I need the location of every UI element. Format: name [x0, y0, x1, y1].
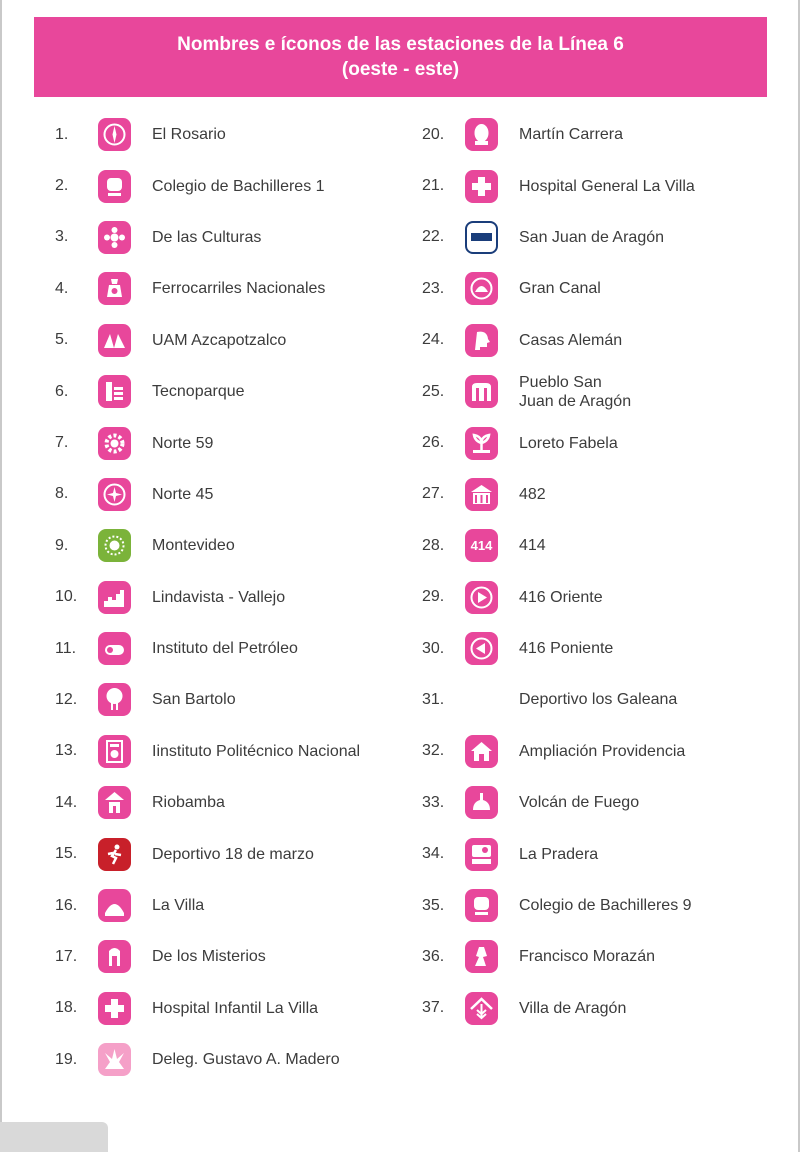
station-row — [419, 726, 789, 777]
station-number: 35. — [422, 896, 445, 914]
station-row — [419, 777, 789, 828]
station-name-line1: Deleg. Gustavo A. Madero — [152, 1051, 340, 1069]
station-number: 26. — [422, 434, 445, 452]
station-number: 27. — [422, 485, 445, 503]
oil-drop-icon — [98, 632, 131, 665]
plant-hand-icon — [465, 427, 498, 460]
station-name — [519, 331, 622, 350]
station-name-line1: De los Misterios — [152, 948, 266, 966]
station-name-line1: Colegio de Bachilleres 1 — [152, 177, 325, 195]
station-name — [152, 639, 298, 658]
station-row — [419, 212, 789, 263]
tecnoparque-icon — [98, 375, 131, 408]
station-row — [419, 263, 789, 314]
station-row — [52, 263, 422, 314]
station-name — [519, 793, 639, 812]
station-name-line1: Deportivo 18 de marzo — [152, 845, 314, 863]
station-name — [519, 896, 692, 915]
frame-left-border — [0, 0, 2, 1152]
station-number: 25. — [422, 382, 445, 400]
station-row — [419, 315, 789, 366]
station-name — [152, 125, 226, 144]
station-name-line1: Martín Carrera — [519, 126, 624, 144]
sun-icon — [98, 529, 131, 562]
station-name — [519, 690, 677, 709]
station-name — [519, 588, 603, 607]
bachilleres-icon — [465, 889, 498, 922]
station-name-line1: Norte 45 — [152, 485, 214, 503]
station-row — [52, 674, 422, 725]
statue-icon — [465, 940, 498, 973]
station-row — [52, 109, 422, 160]
station-row — [52, 777, 422, 828]
station-row — [419, 623, 789, 674]
station-name — [519, 742, 685, 761]
station-number: 12. — [55, 690, 78, 708]
station-row — [52, 366, 422, 417]
metro-card-icon — [465, 221, 498, 254]
station-name-line1: 414 — [519, 537, 546, 555]
icon-label: 414 — [470, 538, 493, 554]
station-name-line1: UAM Azcapotzalco — [152, 331, 287, 349]
station-name — [152, 588, 285, 607]
station-name-line1: Norte 59 — [152, 434, 214, 452]
station-name-line1: 482 — [519, 485, 546, 503]
portrait-icon — [465, 118, 498, 151]
station-name-line1: 416 Poniente — [519, 640, 614, 658]
station-name-line1: Montevideo — [152, 537, 235, 555]
station-name-line1: Ferrocarriles Nacionales — [152, 280, 326, 298]
station-number: 10. — [55, 588, 78, 606]
station-name — [152, 331, 286, 350]
station-name-line1: 416 Oriente — [519, 588, 603, 606]
compass-star-icon — [98, 478, 131, 511]
station-number: 19. — [55, 1050, 78, 1068]
station-name-line1: De las Culturas — [152, 228, 262, 246]
station-number: 33. — [422, 793, 445, 811]
station-number: 2. — [55, 177, 69, 195]
station-name-line1: Colegio de Bachilleres 9 — [519, 897, 692, 915]
station-name — [152, 896, 204, 915]
station-name — [519, 434, 618, 453]
station-number: 3. — [55, 228, 69, 246]
house-icon — [465, 735, 498, 768]
arch-icon — [465, 375, 498, 408]
station-number: 31. — [422, 690, 445, 708]
station-row — [52, 469, 422, 520]
station-number: 20. — [422, 125, 445, 143]
station-row — [52, 880, 422, 931]
profile-head-icon — [465, 324, 498, 357]
station-row — [419, 520, 789, 571]
station-row — [419, 469, 789, 520]
station-row — [52, 983, 422, 1034]
station-name — [152, 947, 266, 966]
compass-rose-icon — [98, 118, 131, 151]
runner-icon — [98, 838, 131, 871]
station-name — [152, 485, 213, 504]
station-name — [519, 228, 664, 247]
skyline-icon — [98, 581, 131, 614]
arrow-right-circle-icon — [465, 581, 498, 614]
delegation-emblem-icon — [98, 1043, 131, 1076]
station-number: 28. — [422, 536, 445, 554]
ipn-logo-icon — [98, 735, 131, 768]
hospital-cross-icon — [98, 992, 131, 1025]
title-banner — [34, 17, 767, 97]
station-name — [519, 125, 623, 144]
locomotive-icon — [98, 272, 131, 305]
station-name — [152, 690, 236, 709]
stations-column-left — [52, 109, 422, 1085]
station-name — [152, 845, 314, 864]
title-line-1: Nombres e íconos de las estaciones de la Línea 6 — [177, 34, 624, 55]
station-number: 34. — [422, 845, 445, 863]
station-number: 21. — [422, 177, 445, 195]
station-name-line1: Riobamba — [152, 794, 225, 812]
station-row — [52, 1034, 422, 1085]
station-name-line1: Ampliación Providencia — [519, 742, 686, 760]
bottom-scroll-tab[interactable] — [0, 1122, 108, 1152]
station-icon-empty — [465, 683, 498, 716]
station-number: 9. — [55, 536, 69, 554]
station-name — [519, 947, 655, 966]
station-number: 23. — [422, 279, 445, 297]
basilica-icon — [98, 889, 131, 922]
station-number: 16. — [55, 896, 78, 914]
station-row — [52, 315, 422, 366]
station-row — [419, 417, 789, 468]
station-name-line1: Tecnoparque — [152, 383, 245, 401]
station-row — [419, 880, 789, 931]
volcano-church-icon — [98, 786, 131, 819]
title-line-2: (oeste - este) — [341, 59, 460, 80]
station-name-line1: San Juan de Aragón — [519, 228, 665, 246]
station-row — [52, 828, 422, 879]
station-number: 5. — [55, 331, 69, 349]
station-name-line1: Pueblo San — [519, 373, 602, 391]
station-name-line1: Volcán de Fuego — [519, 794, 640, 812]
station-name-line1: Gran Canal — [519, 280, 601, 298]
bachilleres-icon — [98, 170, 131, 203]
station-number: 13. — [55, 742, 78, 760]
station-name — [519, 639, 613, 658]
station-row — [419, 983, 789, 1034]
station-name — [519, 845, 598, 864]
station-name-line1: Hospital Infantil La Villa — [152, 999, 319, 1017]
station-name-line2: Juan de Aragón — [519, 392, 632, 410]
kiosk-icon — [465, 478, 498, 511]
house-tree-icon — [465, 992, 498, 1025]
canal-icon — [465, 272, 498, 305]
station-number: 4. — [55, 279, 69, 297]
station-number: 7. — [55, 434, 69, 452]
station-row — [52, 572, 422, 623]
station-name — [519, 536, 546, 555]
station-name-line1: Deportivo los Galeana — [519, 691, 678, 709]
meadow-icon — [465, 838, 498, 871]
station-name — [519, 373, 631, 411]
station-name — [152, 742, 360, 761]
station-name — [152, 177, 325, 196]
station-number: 6. — [55, 382, 69, 400]
station-row — [52, 931, 422, 982]
station-row — [419, 572, 789, 623]
flower-culture-icon — [98, 221, 131, 254]
station-name — [152, 793, 225, 812]
station-row — [52, 160, 422, 211]
station-number: 36. — [422, 947, 445, 965]
station-row — [419, 160, 789, 211]
station-name-line1: La Pradera — [519, 845, 599, 863]
hospital-cross-icon — [465, 170, 498, 203]
station-row — [52, 417, 422, 468]
station-number: 30. — [422, 639, 445, 657]
tree-icon — [98, 683, 131, 716]
station-name-line1: Lindavista - Vallejo — [152, 588, 286, 606]
uam-logo-icon — [98, 324, 131, 357]
station-row — [52, 623, 422, 674]
station-number: 22. — [422, 228, 445, 246]
station-row — [52, 726, 422, 777]
station-name-line1: Loreto Fabela — [519, 434, 618, 452]
station-name-line1: Instituto del Petróleo — [152, 640, 298, 658]
station-row — [419, 931, 789, 982]
station-number: 18. — [55, 999, 78, 1017]
station-name-line1: La Villa — [152, 897, 205, 915]
stations-column-right — [419, 109, 789, 1034]
station-name-line1: Francisco Morazán — [519, 948, 656, 966]
gear-icon — [98, 427, 131, 460]
station-name — [519, 485, 546, 504]
arrow-left-circle-icon — [465, 632, 498, 665]
station-number: 17. — [55, 947, 78, 965]
station-row — [419, 828, 789, 879]
station-name-line1: El Rosario — [152, 126, 226, 144]
station-number: 14. — [55, 793, 78, 811]
station-row — [419, 674, 789, 725]
station-name-line1: Iinstituto Politécnico Nacional — [152, 742, 361, 760]
station-number: 29. — [422, 588, 445, 606]
station-name — [152, 434, 213, 453]
volcano-icon — [465, 786, 498, 819]
station-row — [52, 520, 422, 571]
station-number: 1. — [55, 125, 69, 143]
station-name — [152, 536, 235, 555]
station-name — [519, 177, 695, 196]
station-row — [52, 212, 422, 263]
station-name-line1: Hospital General La Villa — [519, 177, 695, 195]
station-name — [152, 228, 261, 247]
station-row — [419, 109, 789, 160]
station-name-line1: San Bartolo — [152, 691, 236, 709]
station-number: 24. — [422, 331, 445, 349]
station-name — [152, 279, 325, 298]
station-number: 32. — [422, 742, 445, 760]
station-name — [152, 382, 245, 401]
station-name — [152, 999, 318, 1018]
station-name — [519, 279, 601, 298]
station-name-line1: Villa de Aragón — [519, 999, 627, 1017]
station-name-line1: Casas Alemán — [519, 331, 623, 349]
station-number: 8. — [55, 485, 69, 503]
station-name — [519, 999, 626, 1018]
station-row — [419, 366, 789, 417]
number-414-icon — [465, 529, 498, 562]
station-number: 15. — [55, 845, 78, 863]
monument-icon — [98, 940, 131, 973]
station-number: 37. — [422, 999, 445, 1017]
station-number: 11. — [55, 639, 77, 657]
station-name — [152, 1050, 340, 1069]
